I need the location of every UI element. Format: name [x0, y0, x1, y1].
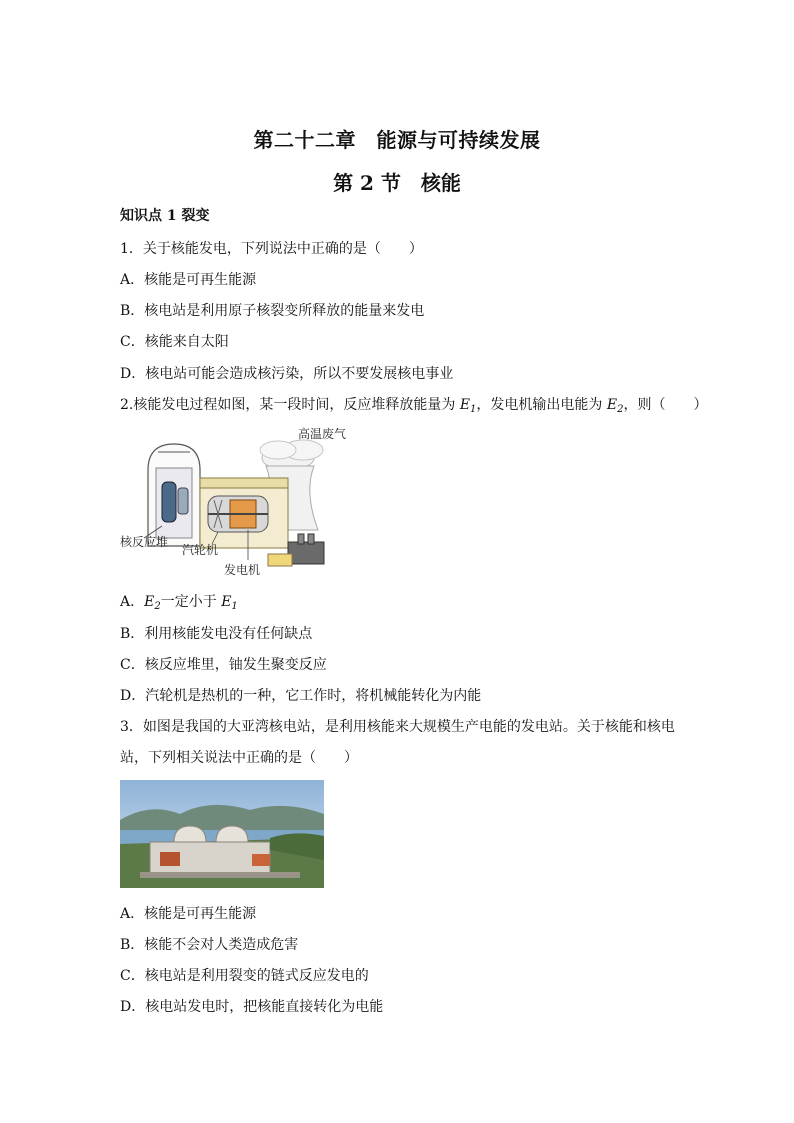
- reactor-building: [148, 444, 200, 546]
- chapter-title: 第二十二章 能源与可持续发展: [253, 128, 541, 152]
- question-3-option-b: B．核能不会对人类造成危害: [120, 937, 299, 953]
- label-reactor: 核反应堆: [120, 535, 169, 549]
- question-1-stem: 1．关于核能发电，下列说法中正确的是（ ）: [120, 241, 423, 257]
- question-2-option-c: C．核反应堆里，铀发生聚变反应: [120, 657, 327, 673]
- question-3-option-c: C．核电站是利用裂变的链式反应发电的: [120, 968, 369, 984]
- label-generator: 发电机: [224, 563, 261, 577]
- question-3-option-d: D．核电站发电时，把核能直接转化为电能: [120, 999, 384, 1015]
- daya-bay-nuclear-plant-photo: [120, 780, 324, 888]
- question-3-stem-line-2: 站，下列相关说法中正确的是（ ）: [120, 750, 358, 766]
- question-2-option-d: D．汽轮机是热机的一种，它工作时，将机械能转化为内能: [120, 688, 482, 704]
- question-2-option-b: B．利用核能发电没有任何缺点: [120, 626, 313, 642]
- question-2-option-a: A．$E_2$一定小于 $E_1$: [120, 594, 238, 612]
- question-3-option-a: A．核能是可再生能源: [120, 906, 257, 922]
- label-exhaust: 高温废气: [298, 427, 347, 441]
- question-1-option-a: A．核能是可再生能源: [120, 272, 257, 288]
- question-2-stem: 2.核能发电过程如图，某一段时间，反应堆释放能量为 $E_1$，发电机输出电能为 $E_2$，则（ ）: [120, 397, 708, 415]
- question-1-option-d: D．核电站可能会造成核污染，所以不要发展核电事业: [120, 366, 454, 382]
- question-1-option-b: B．核电站是利用原子核裂变所释放的能量来发电: [120, 303, 425, 319]
- knowledge-point-heading: 知识点 1 裂变: [120, 208, 210, 224]
- question-3-stem-line-1: 3．如图是我国的大亚湾核电站，是利用核能来大规模生产电能的发电站。关于核能和核电: [120, 719, 675, 735]
- section-title: 第 2 节 核能: [333, 171, 461, 195]
- label-turbine: 汽轮机: [182, 543, 219, 557]
- nuclear-power-plant-diagram: [118, 422, 347, 582]
- question-1-option-c: C．核能来自太阳: [120, 334, 229, 350]
